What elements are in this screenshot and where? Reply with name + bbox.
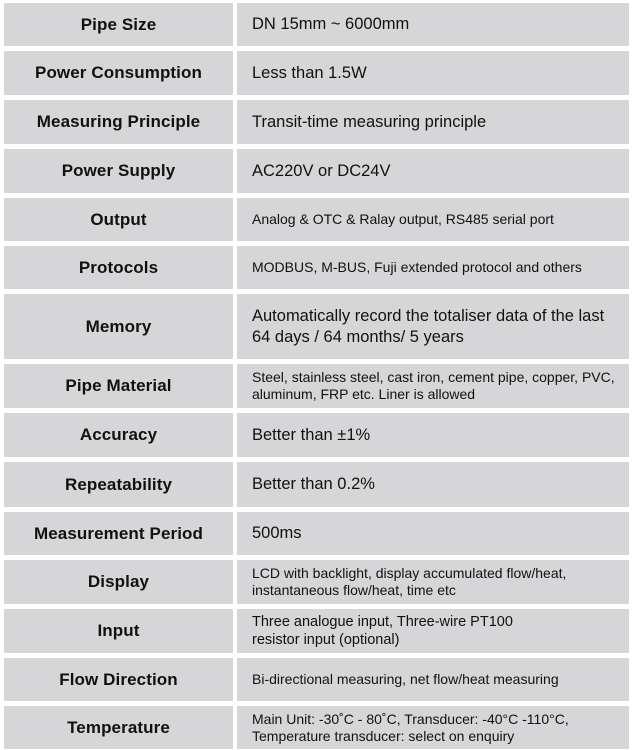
spec-value: Three analogue input, Three-wire PT100 resistor input (optional) — [252, 614, 513, 648]
spec-label-cell — [4, 706, 233, 749]
table-row-accuracy — [0, 413, 632, 457]
table-row-display — [0, 560, 632, 604]
table-row-temperature — [0, 706, 632, 749]
table-row-pipe-material — [0, 364, 632, 408]
spec-label: Pipe Material — [65, 376, 172, 395]
spec-label-cell — [4, 560, 233, 604]
spec-label-cell — [4, 413, 233, 457]
spec-value-cell — [237, 512, 629, 555]
spec-label: Pipe Size — [80, 14, 157, 34]
spec-value-cell — [237, 3, 629, 46]
table-row-power-consumption — [0, 51, 632, 95]
spec-label: Measuring Principle — [36, 112, 201, 131]
spec-value-cell — [237, 51, 629, 95]
spec-value: 500ms — [252, 524, 302, 542]
spec-value: Automatically record the totaliser data of the last 64 days / 64 months/ 5 years — [252, 306, 605, 346]
spec-value-cell — [237, 294, 629, 359]
spec-value-cell — [237, 413, 629, 457]
table-row-repeatability — [0, 462, 632, 507]
spec-label-cell — [4, 512, 233, 555]
table-row-input — [0, 609, 632, 653]
spec-label-cell — [4, 246, 233, 289]
spec-label-cell — [4, 364, 233, 408]
spec-value-cell — [237, 246, 629, 289]
spec-label: Display — [87, 572, 150, 591]
spec-value: Better than ±1% — [252, 425, 371, 444]
spec-label-cell — [4, 462, 233, 507]
spec-label-cell — [4, 3, 233, 46]
table-row-output — [0, 198, 632, 241]
spec-value: LCD with backlight, display accumulated flow/heat, instantaneous flow/heat, time etc — [252, 565, 567, 598]
spec-value: Better than 0.2% — [252, 475, 375, 493]
table-row-memory — [0, 294, 632, 359]
spec-label-cell — [4, 198, 233, 241]
table-row-pipe-size — [0, 3, 632, 46]
spec-value-cell — [237, 364, 629, 408]
spec-label: Power Consumption — [35, 63, 202, 82]
spec-label-cell — [4, 609, 233, 653]
spec-label: Accuracy — [79, 425, 158, 444]
spec-value: Main Unit: -30˚C - 80˚C, Transducer: -40°C -110°C, Temperature transducer: select on enquiry — [252, 710, 569, 744]
spec-value-cell — [237, 149, 629, 193]
spec-value: Less than 1.5W — [252, 63, 367, 82]
spec-value-cell — [237, 198, 629, 241]
spec-label: Memory — [85, 316, 152, 336]
spec-label: Output — [90, 209, 147, 229]
spec-label: Protocols — [78, 257, 159, 277]
spec-label: Temperature — [67, 717, 170, 737]
spec-value-cell — [237, 706, 629, 749]
spec-value: Transit-time measuring principle — [252, 112, 487, 131]
spec-value-cell — [237, 560, 629, 604]
spec-label-cell — [4, 294, 233, 359]
spec-label-cell — [4, 149, 233, 193]
table-row-measuring-principle — [0, 100, 632, 144]
table-row-power-supply — [0, 149, 632, 193]
spec-label-cell — [4, 51, 233, 95]
spec-value: Analog & OTC & Ralay output, RS485 serial port — [252, 211, 554, 227]
spec-label: Power Supply — [61, 161, 176, 180]
table-row-protocols — [0, 246, 632, 289]
spec-label: Measurement Period — [33, 523, 204, 543]
spec-value: Bi-directional measuring, net flow/heat measuring — [252, 671, 559, 687]
table-row-measurement-period — [0, 512, 632, 555]
spec-value-cell — [237, 462, 629, 507]
spec-label-cell — [4, 658, 233, 701]
spec-value: MODBUS, M-BUS, Fuji extended protocol and others — [252, 259, 582, 275]
table-row-flow-direction — [0, 658, 632, 701]
spec-value-cell — [237, 658, 629, 701]
spec-value: AC220V or DC24V — [252, 161, 391, 180]
spec-value-cell — [237, 609, 629, 653]
spec-value: Steel, stainless steel, cast iron, cement pipe, copper, PVC, aluminum, FRP etc. Liner is allowed — [252, 369, 615, 402]
spec-label: Flow Direction — [59, 669, 178, 689]
spec-value: DN 15mm ~ 6000mm — [252, 15, 410, 33]
spec-label-cell — [4, 100, 233, 144]
spec-label: Input — [97, 621, 140, 640]
spec-label: Repeatability — [64, 474, 173, 494]
spec-value-cell — [237, 100, 629, 144]
